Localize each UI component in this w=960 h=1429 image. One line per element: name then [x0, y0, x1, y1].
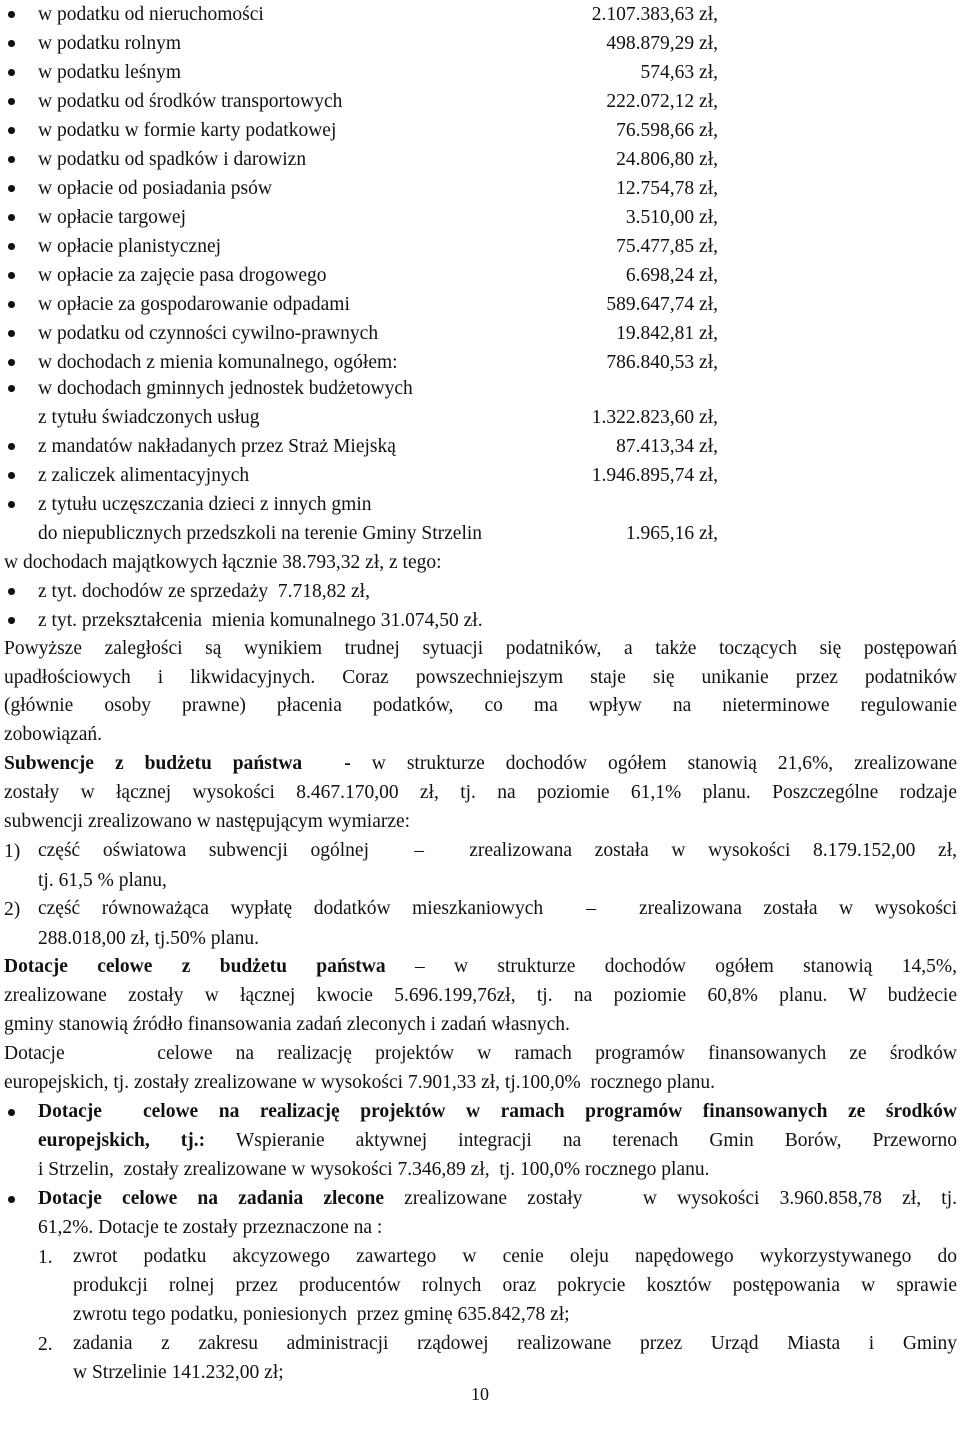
- arrears-paragraph-line: upadłościowych i likwidacyjnych. Coraz powszechniejszym staje się unikanie przez podatników: [4, 667, 957, 688]
- property-income-transform: z tyt. przekształcenia mienia komunalnego 31.074,50 zł.: [38, 610, 483, 631]
- preschools-line1: z tytułu uczęszczania dzieci z innych gmin: [38, 494, 372, 515]
- bullet-icon: [8, 359, 15, 366]
- bullet-icon: [8, 501, 15, 508]
- commissioned-item-1-line: produkcji rolnej przez producentów rolnych oraz pokrycie kosztów postępowania w sprawie: [73, 1275, 957, 1296]
- targeted-grants-line1: Dotacje celowe z budżetu państwa – w strukturze dochodów ogółem stanowią 14,5%,: [4, 956, 957, 977]
- commissioned-item-number: 2.: [38, 1334, 53, 1355]
- tax-arrears-value: 2.107.383,63 zł,: [591, 4, 718, 25]
- subsidy-item-number: 1): [4, 841, 21, 862]
- tax-arrears-value: 6.698,24 zł,: [625, 265, 718, 286]
- tax-arrears-label: w opłacie targowej: [38, 207, 187, 228]
- preschools-line2: do niepublicznych przedszkoli na terenie Gminy Strzelin: [38, 523, 483, 544]
- tax-arrears-label: w podatku od spadków i darowizn: [38, 149, 307, 170]
- arrears-paragraph-line: Powyższe zaległości są wynikiem trudnej sytuacji podatników, a także toczących się postępowań: [4, 638, 957, 659]
- commissioned-line2: 61,2%. Dotacje te zostały przeznaczone na :: [38, 1217, 383, 1238]
- tax-arrears-label: w podatku od nieruchomości: [38, 4, 264, 25]
- eu-grants-line2: europejskich, tj. zostały zrealizowane w wysokości 7.901,33 zł, tj.100,0% rocznego planu.: [4, 1072, 716, 1093]
- bullet-icon: [8, 443, 15, 450]
- eu-grants-line1: Dotacje celowe na realizację projektów w ramach programów finansowanych ze środków: [4, 1043, 957, 1064]
- tax-arrears-label: w opłacie za zajęcie pasa drogowego: [38, 265, 327, 286]
- bullet-icon: [8, 214, 15, 221]
- targeted-grants-line2: zrealizowane zostały w łącznej kwocie 5.696.199,76zł, tj. na poziomie 60,8% planu. W budżecie: [4, 985, 957, 1006]
- tax-arrears-label: w podatku od czynności cywilno-prawnych: [38, 323, 379, 344]
- tax-arrears-label: w opłacie za gospodarowanie odpadami: [38, 294, 350, 315]
- tax-arrears-value: 786.840,53 zł,: [606, 352, 718, 373]
- page-number: 10: [471, 1384, 489, 1404]
- tax-arrears-value: 24.806,80 zł,: [616, 149, 718, 170]
- tax-arrears-label: w opłacie planistycznej: [38, 236, 222, 257]
- bullet-icon: [8, 330, 15, 337]
- tax-arrears-value: 3.510,00 zł,: [625, 207, 718, 228]
- fines-label: z mandatów nakładanych przez Straż Miejską: [38, 436, 396, 457]
- subsidies-line2: zostały w łącznej wysokości 8.467.170,00 zł, tj. na poziomie 61,1% planu. Poszczególne rodzaje: [4, 782, 957, 803]
- bullet-icon: [8, 11, 15, 18]
- tax-arrears-value: 75.477,85 zł,: [616, 236, 718, 257]
- commissioned-item-number: 1.: [38, 1247, 53, 1268]
- subsidy-item-1-line1: część oświatowa subwencji ogólnej – zrealizowana została w wysokości 8.179.152,00 zł,: [38, 840, 957, 861]
- bullet-icon: [8, 40, 15, 47]
- bullet-icon: [8, 127, 15, 134]
- alimony-value: 1.946.895,74 zł,: [591, 465, 718, 486]
- tax-arrears-value: 76.598,66 zł,: [616, 120, 718, 141]
- eu-bullet-line2: europejskich, tj.: Wspieranie aktywnej integracji na terenach Gmin Borów, Przeworno: [38, 1130, 957, 1151]
- property-income-sales: z tyt. dochodów ze sprzedaży 7.718,82 zł,: [38, 581, 370, 602]
- tax-arrears-value: 574,63 zł,: [640, 62, 718, 83]
- bullet-icon: [8, 588, 15, 595]
- tax-arrears-label: w podatku w formie karty podatkowej: [38, 120, 337, 141]
- tax-arrears-label: w dochodach z mienia komunalnego, ogółem:: [38, 352, 398, 373]
- tax-arrears-value: 12.754,78 zł,: [616, 178, 718, 199]
- bullet-icon: [8, 1196, 15, 1203]
- tax-arrears-value: 498.879,29 zł,: [606, 33, 718, 54]
- tax-arrears-value: 589.647,74 zł,: [606, 294, 718, 315]
- commissioned-item-1-line: zwrot podatku akcyzowego zawartego w cenie oleju napędowego wykorzystywanego do: [73, 1246, 957, 1267]
- commissioned-line1: Dotacje celowe na zadania zlecone zrealizowane zostały w wysokości 3.960.858,78 zł, tj.: [38, 1188, 957, 1209]
- property-income-heading: w dochodach majątkowych łącznie 38.793,32 zł, z tego:: [4, 552, 442, 573]
- tax-arrears-value: 19.842,81 zł,: [616, 323, 718, 344]
- tax-arrears-label: w podatku od środków transportowych: [38, 91, 343, 112]
- bullet-icon: [8, 617, 15, 624]
- subsidy-item-1-line2: tj. 61,5 % planu,: [38, 870, 167, 891]
- tax-arrears-label: w opłacie od posiadania psów: [38, 178, 272, 199]
- bullet-icon: [8, 98, 15, 105]
- budget-units-line1: w dochodach gminnych jednostek budżetowych: [38, 378, 413, 399]
- subsidy-item-2-line2: 288.018,00 zł, tj.50% planu.: [38, 928, 259, 949]
- fines-value: 87.413,34 zł,: [616, 436, 718, 457]
- bullet-icon: [8, 185, 15, 192]
- targeted-grants-line3: gminy stanowią źródło finansowania zadań zleconych i zadań własnych.: [4, 1014, 570, 1035]
- tax-arrears-value: 222.072,12 zł,: [606, 91, 718, 112]
- commissioned-item-1-line: zwrotu tego podatku, poniesionych przez gminę 635.842,78 zł;: [73, 1304, 570, 1325]
- bullet-icon: [8, 385, 15, 392]
- arrears-paragraph-line: (głównie osoby prawne) płacenia podatków, co ma wpływ na nieterminowe regulowanie: [4, 695, 957, 716]
- subsidies-heading: Subwencje z budżetu państwa -: [4, 753, 351, 774]
- eu-bullet-line3: i Strzelin, zostały zrealizowane w wysokości 7.346,89 zł, tj. 100,0% rocznego planu.: [38, 1159, 710, 1180]
- bullet-icon: [8, 272, 15, 279]
- preschools-value: 1.965,16 zł,: [625, 523, 718, 544]
- bullet-icon: [8, 243, 15, 250]
- tax-arrears-label: w podatku rolnym: [38, 33, 181, 54]
- bullet-icon: [8, 156, 15, 163]
- subsidies-line1: Subwencje z budżetu państwa - w strukturze dochodów ogółem stanowią 21,6%, zrealizowane: [4, 753, 958, 774]
- commissioned-item-2-line: zadania z zakresu administracji rządowej realizowane przez Urząd Miasta i Gminy: [73, 1333, 957, 1354]
- budget-units-line2: z tytułu świadczonych usług: [38, 407, 260, 428]
- bullet-icon: [8, 1109, 15, 1116]
- targeted-grants-heading: Dotacje celowe z budżetu państwa: [4, 956, 386, 977]
- subsidies-line3: subwencji zrealizowano w następującym wymiarze:: [4, 811, 411, 832]
- subsidy-item-number: 2): [4, 899, 21, 920]
- bullet-icon: [8, 472, 15, 479]
- bullet-icon: [8, 301, 15, 308]
- subsidy-item-2-line1: część równoważąca wypłatę dodatków mieszkaniowych – zrealizowana została w wysokości: [38, 898, 957, 919]
- budget-units-value: 1.322.823,60 zł,: [591, 407, 718, 428]
- commissioned-item-2-line: w Strzelinie 141.232,00 zł;: [73, 1362, 284, 1383]
- tax-arrears-label: w podatku leśnym: [38, 62, 181, 83]
- bullet-icon: [8, 69, 15, 76]
- arrears-paragraph-line: zobowiązań.: [4, 724, 102, 745]
- eu-bullet-line1: Dotacje celowe na realizację projektów w ramach programów finansowanych ze środków: [38, 1101, 957, 1122]
- alimony-label: z zaliczek alimentacyjnych: [38, 465, 250, 486]
